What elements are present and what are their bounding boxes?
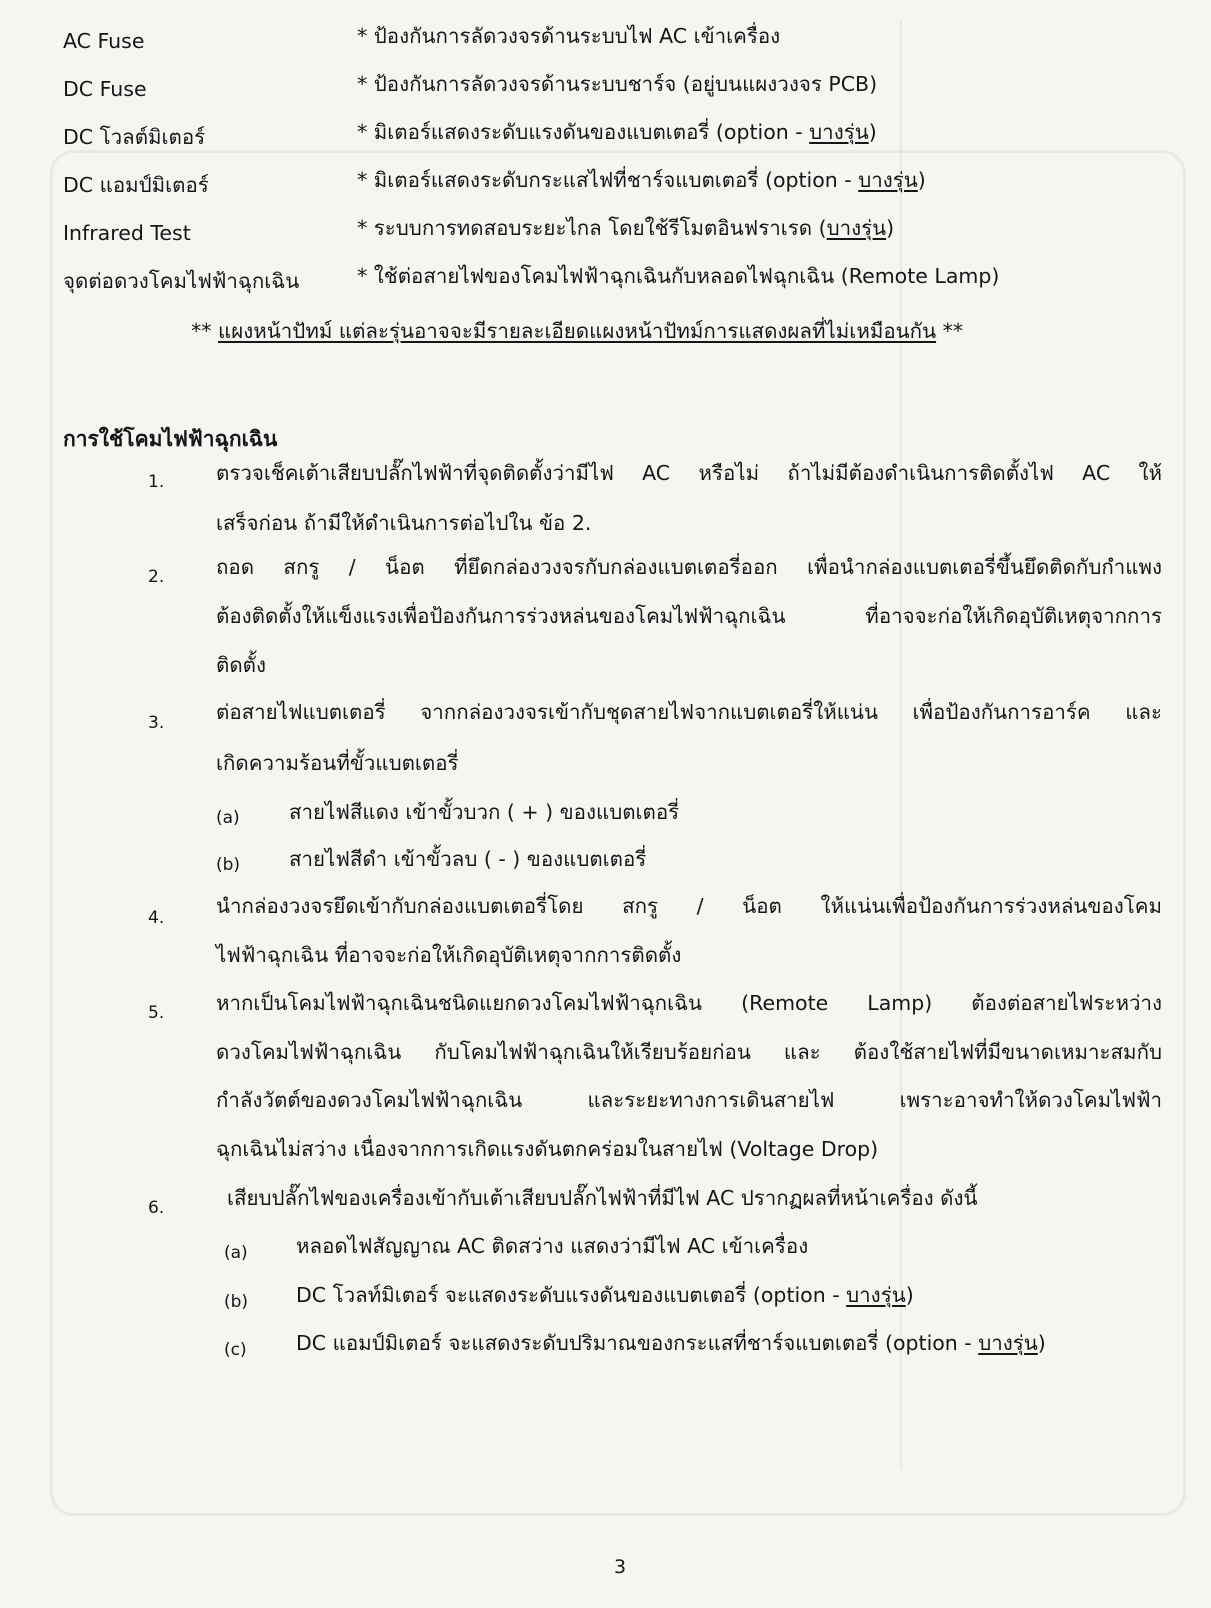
- section-heading: การใช้โคมไฟฟ้าฉุกเฉิน: [63, 427, 278, 451]
- sub-item-text: DC โวลท์มิเตอร์ จะแสดงระดับแรงดันของแบตเตอรี่ (option - บางรุ่น): [296, 1283, 914, 1307]
- step-number: 6.: [148, 1198, 165, 1218]
- sub-item-label: (b): [224, 1292, 249, 1312]
- spec-desc: * มิเตอร์แสดงระดับแรงดันของแบตเตอรี่ (option - บางรุ่น): [357, 120, 877, 144]
- step-text: หากเป็นโคมไฟฟ้าฉุกเฉินชนิดแยกดวงโคมไฟฟ้าฉุกเฉิน (Remote Lamp) ต้องต่อสายไฟระหว่าง: [216, 991, 1162, 1015]
- spec-term: AC Fuse: [63, 29, 145, 53]
- sub-item-text: สายไฟสีแดง เข้าขั้วบวก ( + ) ของแบตเตอรี่: [289, 800, 680, 824]
- spec-term: จุดต่อดวงโคมไฟฟ้าฉุกเฉิน: [63, 269, 300, 293]
- sub-item-text: สายไฟสีดำ เข้าขั้วลบ ( - ) ของแบตเตอรี่: [289, 847, 647, 871]
- spec-desc: * ป้องกันการลัดวงจรด้านระบบชาร์จ (อยู่บนแผงวงจร PCB): [357, 72, 878, 96]
- step-text: ต่อสายไฟแบตเตอรี่ จากกล่องวงจรเข้ากับชุดสายไฟจากแบตเตอรี่ให้แน่น เพื่อป้องกันการอาร์ค และ: [216, 700, 1162, 724]
- step-number: 3.: [148, 713, 165, 733]
- step-number: 2.: [148, 567, 165, 587]
- step-text: ถอด สกรู / น็อต ที่ยึดกล่องวงจรกับกล่องแบตเตอรี่ออก เพื่อนำกล่องแบตเตอรี่ขึ้นยึดติดกับกำแพง: [216, 555, 1162, 579]
- spec-desc: * ใช้ต่อสายไฟของโคมไฟฟ้าฉุกเฉินกับหลอดไฟฉุกเฉิน (Remote Lamp): [357, 264, 1000, 288]
- step-number: 1.: [148, 472, 165, 492]
- spec-term: DC Fuse: [63, 77, 147, 101]
- sub-item-label: (b): [216, 855, 241, 875]
- spec-desc: * ระบบการทดสอบระยะไกล โดยใช้รีโมตอินฟราเรด (บางรุ่น): [357, 216, 895, 240]
- step-number: 5.: [148, 1003, 165, 1023]
- step-text: เสร็จก่อน ถ้ามีให้ดำเนินการต่อไปใน ข้อ 2.: [216, 511, 592, 535]
- sub-item-label: (c): [224, 1340, 247, 1360]
- spec-term: Infrared Test: [63, 221, 191, 245]
- bleed-through-edge: [900, 20, 1202, 1470]
- sub-item-label: (a): [216, 808, 240, 828]
- page-number: 3: [614, 1556, 627, 1578]
- step-text: นำกล่องวงจรยึดเข้ากับกล่องแบตเตอรี่โดย สกรู / น็อต ให้แน่นเพื่อป้องกันการร่วงหล่นของโคม: [216, 894, 1162, 918]
- sub-item-text: DC แอมป์มิเตอร์ จะแสดงระดับปริมาณของกระแสที่ชาร์จแบตเตอรี่ (option - บางรุ่น): [296, 1331, 1046, 1355]
- spec-desc: * ป้องกันการลัดวงจรด้านระบบไฟ AC เข้าเครื่อง: [357, 24, 781, 48]
- spec-term: DC แอมป์มิเตอร์: [63, 173, 209, 197]
- spec-desc: * มิเตอร์แสดงระดับกระแสไฟที่ชาร์จแบตเตอรี่ (option - บางรุ่น): [357, 168, 926, 192]
- step-text: กำลังวัตต์ของดวงโคมไฟฟ้าฉุกเฉิน และระยะทางการเดินสายไฟ เพราะอาจทำให้ดวงโคมไฟฟ้า: [216, 1088, 1162, 1112]
- step-text: ดวงโคมไฟฟ้าฉุกเฉิน กับโคมไฟฟ้าฉุกเฉินให้เรียบร้อยก่อน และ ต้องใช้สายไฟที่มีขนาดเหมาะสมกับ: [216, 1040, 1162, 1064]
- sub-item-text: หลอดไฟสัญญาณ AC ติดสว่าง แสดงว่ามีไฟ AC เข้าเครื่อง: [296, 1234, 809, 1258]
- step-text: ไฟฟ้าฉุกเฉิน ที่อาจจะก่อให้เกิดอุบัติเหตุจากการติดตั้ง: [216, 943, 682, 967]
- step-text: เสียบปลั๊กไฟของเครื่องเข้ากับเต้าเสียบปลั๊กไฟฟ้าที่มีไฟ AC ปรากฏผลที่หน้าเครื่อง ดังนี้: [227, 1186, 978, 1210]
- step-text: ฉุกเฉินไม่สว่าง เนื่องจากการเกิดแรงดันตกคร่อมในสายไฟ (Voltage Drop): [216, 1137, 879, 1161]
- step-text: เกิดความร้อนที่ขั้วแบตเตอรี่: [216, 751, 459, 775]
- spec-term: DC โวลต์มิเตอร์: [63, 125, 206, 149]
- panel-note: ** แผงหน้าปัทม์ แต่ละรุ่นอาจจะมีรายละเอียดแผงหน้าปัทม์การแสดงผลที่ไม่เหมือนกัน **: [191, 319, 964, 343]
- step-text: ต้องติดตั้งให้แข็งแรงเพื่อป้องกันการร่วงหล่นของโคมไฟฟ้าฉุกเฉิน ที่อาจจะก่อให้เกิดอุบัติเหตุจากการ: [216, 604, 1162, 628]
- step-text: ติดตั้ง: [216, 653, 266, 677]
- sub-item-label: (a): [224, 1243, 248, 1263]
- step-number: 4.: [148, 908, 165, 928]
- step-text: ตรวจเช็คเต้าเสียบปลั๊กไฟฟ้าที่จุดติดตั้งว่ามีไฟ AC หรือไม่ ถ้าไม่มีต้องดำเนินการติดตั้งไฟ AC ให้: [216, 461, 1162, 485]
